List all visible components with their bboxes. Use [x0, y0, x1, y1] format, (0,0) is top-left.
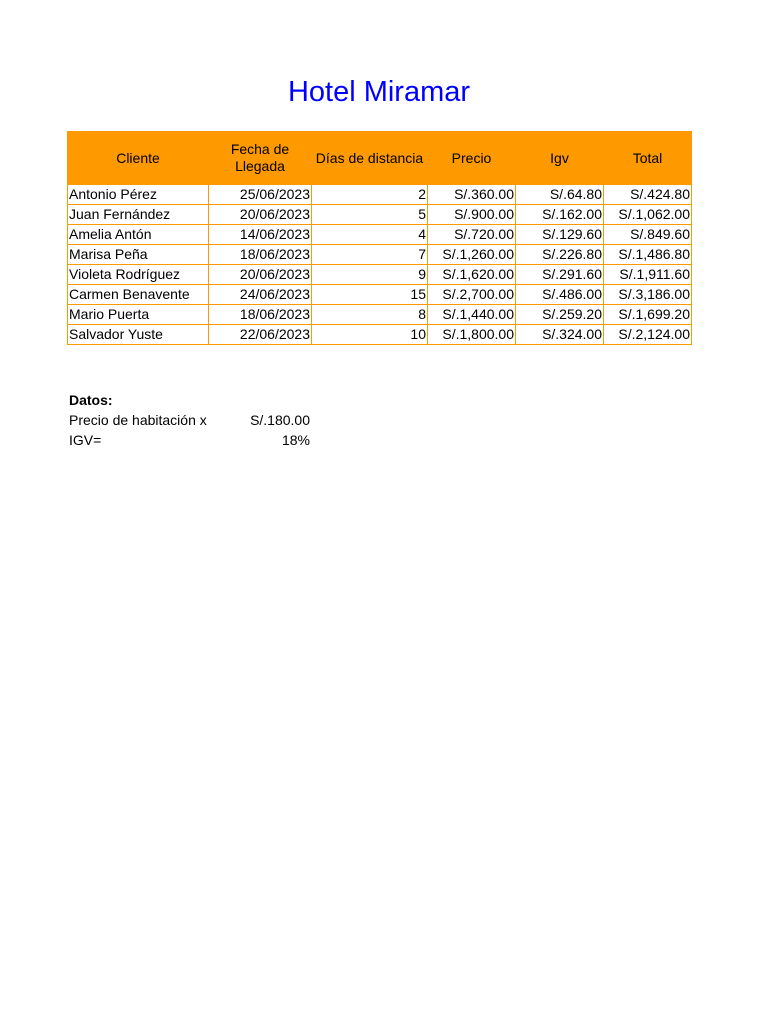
cell-dias: 4	[312, 225, 428, 245]
cell-total: S/.3,186.00	[604, 285, 692, 305]
cell-cliente: Marisa Peña	[68, 245, 209, 265]
header-dias-de-distancia: Días de distancia	[312, 132, 428, 185]
table-row	[68, 225, 692, 245]
cell-igv: S/.162.00	[516, 205, 604, 225]
header-fecha-de-llegada: Fecha de Llegada	[209, 132, 312, 185]
cell-cliente: Carmen Benavente	[68, 285, 209, 305]
cell-dias: 15	[312, 285, 428, 305]
header-igv: Igv	[516, 132, 604, 185]
cell-fecha: 24/06/2023	[209, 285, 312, 305]
datos-value: S/.180.00	[250, 412, 310, 428]
cell-igv: S/.129.60	[516, 225, 604, 245]
cell-cliente: Mario Puerta	[68, 305, 209, 325]
table-row	[68, 265, 692, 285]
header-total: Total	[604, 132, 692, 185]
cell-cliente: Juan Fernández	[68, 205, 209, 225]
header-precio: Precio	[428, 132, 516, 185]
cell-precio: S/.2,700.00	[428, 285, 516, 305]
header-cliente: Cliente	[68, 132, 209, 185]
cell-fecha: 20/06/2023	[209, 205, 312, 225]
cell-fecha: 18/06/2023	[209, 245, 312, 265]
datos-section	[69, 390, 310, 450]
cell-total: S/.1,911.60	[604, 265, 692, 285]
datos-value: 18%	[281, 432, 310, 448]
cell-precio: S/.720.00	[428, 225, 516, 245]
cell-igv: S/.259.20	[516, 305, 604, 325]
cell-dias: 7	[312, 245, 428, 265]
cell-fecha: 25/06/2023	[209, 185, 312, 205]
cell-dias: 2	[312, 185, 428, 205]
table-row	[68, 245, 692, 265]
cell-dias: 8	[312, 305, 428, 325]
table-row	[68, 185, 692, 205]
cell-igv: S/.486.00	[516, 285, 604, 305]
cell-fecha: 18/06/2023	[209, 305, 312, 325]
datos-row-precio	[69, 410, 310, 430]
cell-precio: S/.900.00	[428, 205, 516, 225]
cell-cliente: Amelia Antón	[68, 225, 209, 245]
cell-cliente: Salvador Yuste	[68, 325, 209, 345]
cell-total: S/.849.60	[604, 225, 692, 245]
cell-fecha: 22/06/2023	[209, 325, 312, 345]
table-row	[68, 325, 692, 345]
table-row	[68, 205, 692, 225]
cell-igv: S/.324.00	[516, 325, 604, 345]
cell-precio: S/.1,620.00	[428, 265, 516, 285]
cell-total: S/.1,699.20	[604, 305, 692, 325]
datos-label: IGV=	[69, 432, 102, 448]
table-row	[68, 285, 692, 305]
cell-igv: S/.64.80	[516, 185, 604, 205]
reservations-table	[67, 131, 692, 345]
cell-dias: 9	[312, 265, 428, 285]
cell-precio: S/.1,440.00	[428, 305, 516, 325]
table-row	[68, 305, 692, 325]
cell-dias: 10	[312, 325, 428, 345]
cell-precio: S/.360.00	[428, 185, 516, 205]
cell-precio: S/.1,800.00	[428, 325, 516, 345]
cell-fecha: 20/06/2023	[209, 265, 312, 285]
cell-precio: S/.1,260.00	[428, 245, 516, 265]
table-header-row	[68, 132, 692, 185]
cell-dias: 5	[312, 205, 428, 225]
cell-total: S/.1,062.00	[604, 205, 692, 225]
page-title: Hotel Miramar	[287, 76, 471, 108]
datos-title: Datos:	[69, 392, 113, 408]
datos-row-igv	[69, 430, 310, 450]
cell-total: S/.2,124.00	[604, 325, 692, 345]
datos-label: Precio de habitación x	[69, 412, 207, 428]
cell-total: S/.1,486.80	[604, 245, 692, 265]
cell-cliente: Violeta Rodríguez	[68, 265, 209, 285]
cell-igv: S/.291.60	[516, 265, 604, 285]
cell-cliente: Antonio Pérez	[68, 185, 209, 205]
cell-fecha: 14/06/2023	[209, 225, 312, 245]
cell-total: S/.424.80	[604, 185, 692, 205]
cell-igv: S/.226.80	[516, 245, 604, 265]
